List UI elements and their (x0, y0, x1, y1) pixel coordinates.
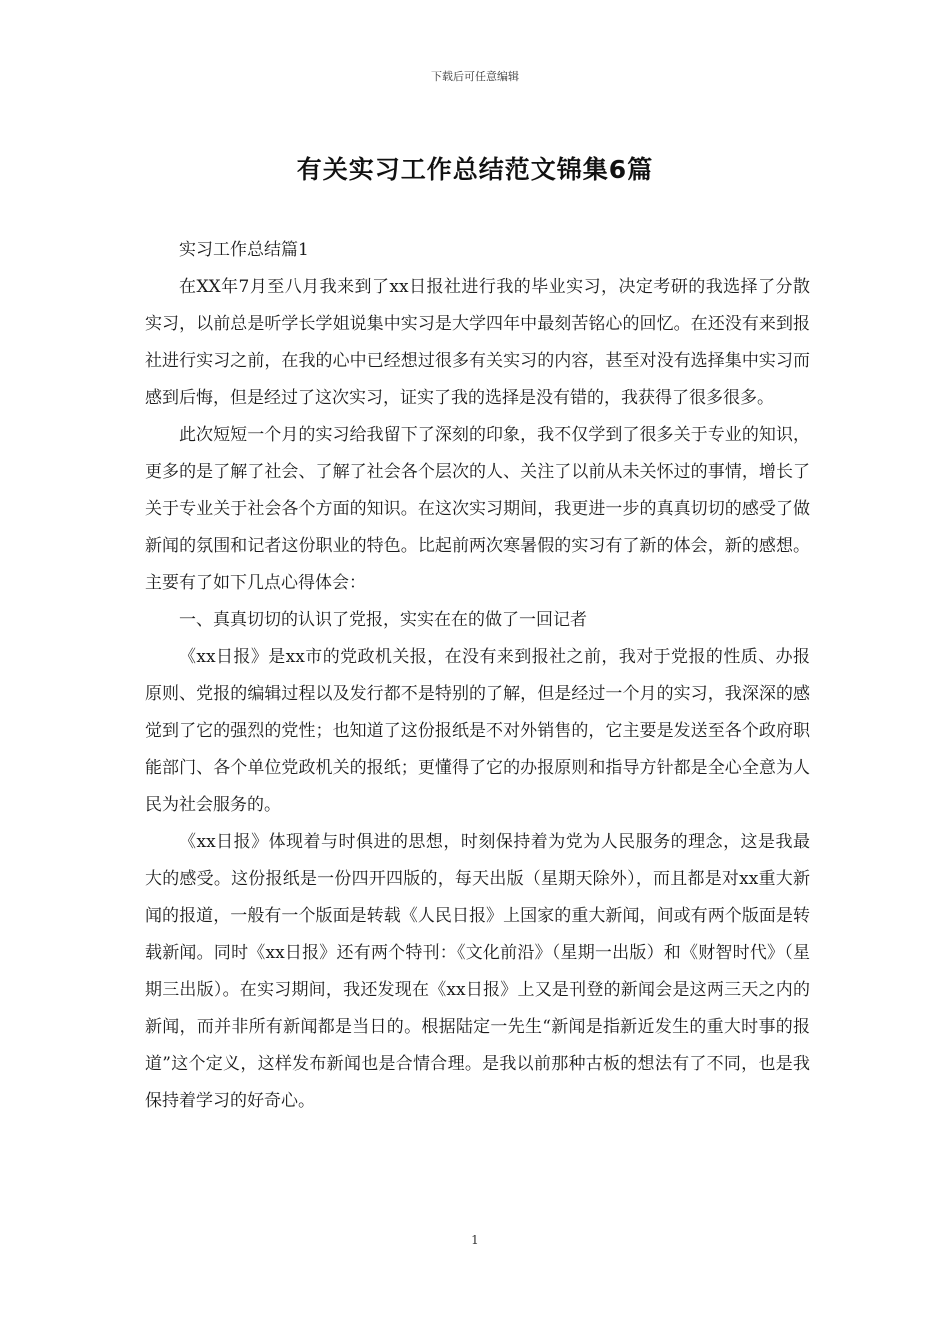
paragraph: 《xx日报》体现着与时俱进的思想，时刻保持着为党为人民服务的理念，这是我最大的感受。这份报纸是一份四开四版的，每天出版（星期天除外），而且都是对xx重大新闻的报道，一般有一个版面是转载《人民日报》上国家的重大新闻，间或有两个版面是转载新闻。同时《xx日报》还有两个特刊：《文化前沿》（星期一出版）和《财智时代》（星期三出版）。在实习期间，我还发现在《xx日报》上又是刊登的新闻会是这两三天之内的新闻，而并非所有新闻都是当日的。根据陆定一先生“新闻是指新近发生的重大时事的报道”这个定义，这样发布新闻也是合情合理。是我以前那种古板的想法有了不同，也是我保持着学习的好奇心。 (145, 832, 810, 1111)
paragraph: 此次短短一个月的实习给我留下了深刻的印象，我不仅学到了很多关于专业的知识，更多的是了解了社会、了解了社会各个层次的人、关注了以前从未关怀过的事情，增长了关于专业关于社会各个方面的知识。在这次实习期间，我更进一步的真真切切的感受了做新闻的氛围和记者这份职业的特色。比起前两次寒暑假的实习有了新的体会，新的感想。主要有了如下几点心得体会： (145, 425, 810, 593)
subsection-heading: 一、真真切切的认识了党报，实实在在的做了一回记者 (179, 610, 587, 630)
paragraph: 《xx日报》是xx市的党政机关报，在没有来到报社之前，我对于党报的性质、办报原则、党报的编辑过程以及发行都不是特别的了解，但是经过一个月的实习，我深深的感觉到了它的强烈的党性；也知道了这份报纸是不对外销售的，它主要是发送至各个政府职能部门、各个单位党政机关的报纸；更懂得了它的办报原则和指导方针都是全心全意为人民为社会服务的。 (145, 647, 810, 815)
page-header-note: 下载后可任意编辑 (431, 70, 519, 83)
document-body (145, 232, 810, 1120)
section-heading: 实习工作总结篇1 (179, 240, 309, 260)
paragraph: 在XX年7月至八月我来到了xx日报社进行我的毕业实习，决定考研的我选择了分散实习，以前总是听学长学姐说集中实习是大学四年中最刻苦铭心的回忆。在还没有来到报社进行实习之前，在我的心中已经想过很多有关实习的内容，甚至对没有选择集中实习而感到后悔，但是经过了这次实习，证实了我的选择是没有错的，我获得了很多很多。 (145, 277, 810, 408)
document-title: 有关实习工作总结范文锦集6篇 (296, 155, 654, 184)
page-number: 1 (471, 1233, 479, 1247)
